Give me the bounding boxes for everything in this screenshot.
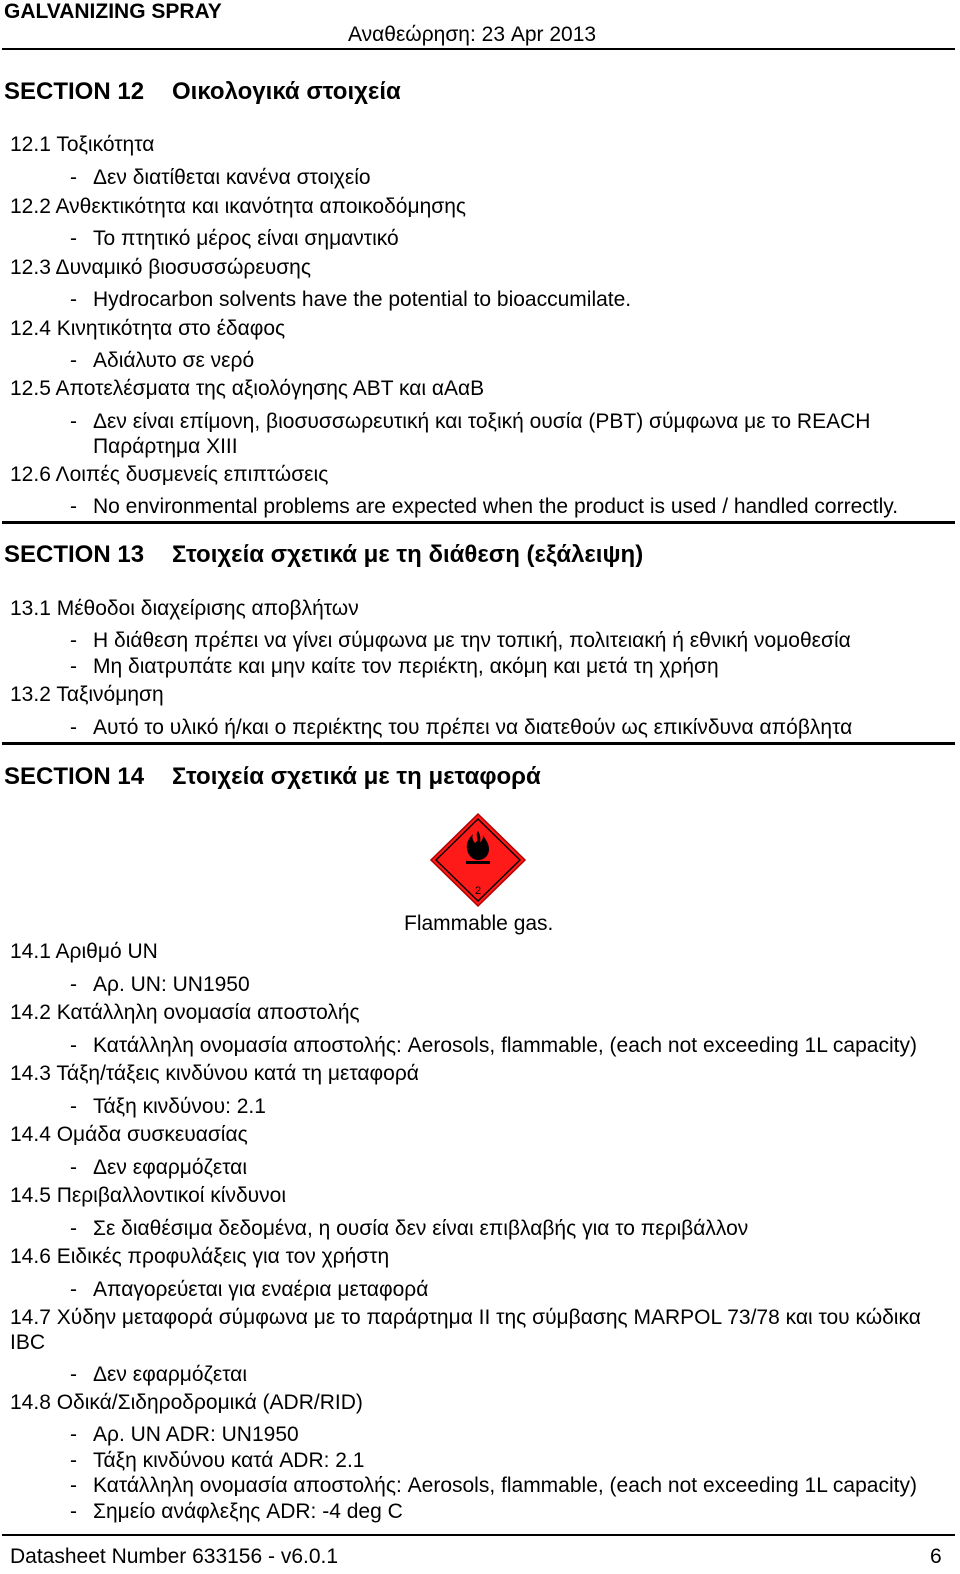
item-12-5: 12.5 Αποτελέσματα της αξιολόγησης ΑΒΤ και αΑαΒ [10,377,485,400]
bullet-14-8-1 [70,1422,299,1447]
bullet-14-7-1 [70,1362,247,1387]
item-14-1: 14.1 Αριθμό UN [10,940,158,963]
bullet-text: Αυτό το υλικό ή/και ο περιέκτης του πρέπει να διατεθούν ως επικίνδυνα απόβλητα [93,716,853,739]
bullet-dash: - [70,410,77,433]
item-12-3: 12.3 Δυναμικό βιοσυσσώρευσης [10,256,311,279]
bullet-text: Κατάλληλη ονομασία αποστολής: Aerosols, flammable, (each not exceeding 1L capacity) [93,1034,917,1057]
bullet-text: Μη διατρυπάτε και μην καίτε τον περιέκτη, ακόμη και μετά τη χρήση [93,655,719,678]
bullet-text: Δεν εφαρμόζεται [93,1363,247,1386]
bullet-14-2-1 [70,1033,917,1058]
flammable-gas-pictogram [428,812,528,908]
bullet-text: Αρ. UN ADR: UN1950 [93,1423,299,1446]
bullet-text: No environmental problems are expected when the product is used / handled correctly. [93,495,899,518]
page-header [0,0,960,50]
bullet-text: Η διάθεση πρέπει να γίνει σύμφωνα με την τοπική, πολιτειακή ή εθνική νομοθεσία [93,629,851,652]
bullet-12-1-1 [70,165,371,190]
section-14-number: SECTION 14 [4,763,145,790]
bullet-text: Δεν εφαρμόζεται [93,1156,247,1179]
item-14-6: 14.6 Ειδικές προφυλάξεις για τον χρήστη [10,1245,390,1268]
bullet-dash: - [70,166,77,189]
bullet-13-2-1 [70,715,852,740]
item-14-3: 14.3 Τάξη/τάξεις κινδύνου κατά τη μεταφορά [10,1062,419,1085]
item-14-2: 14.2 Κατάλληλη ονομασία αποστολής [10,1001,360,1024]
bullet-14-3-1 [70,1094,266,1119]
bullet-dash: - [70,1034,77,1057]
section-13-heading [4,540,643,570]
bullet-12-2-1 [70,226,399,251]
bullet-text: Δεν διατίθεται κανένα στοιχείο [93,166,371,189]
bullet-text: Σημείο ανάφλεξης ADR: -4 deg C [93,1500,403,1523]
section-13-number: SECTION 13 [4,541,145,568]
bullet-text: Αδιάλυτο σε νερό [93,349,255,372]
page-number: 6 [930,1545,942,1568]
bullet-14-8-4 [70,1499,403,1524]
section-14-heading [4,762,541,792]
item-12-1: 12.1 Τοξικότητα [10,133,155,156]
bullet-dash: - [70,1449,77,1472]
bullet-12-5-1 [70,409,893,459]
bullet-text: Σε διαθέσιμα δεδομένα, η ουσία δεν είναι επιβλαβής για το περιβάλλον [93,1217,749,1240]
bullet-dash: - [70,1095,77,1118]
footer-divider [2,1534,955,1536]
section-12-title: Οικολογικά στοιχεία [172,78,401,105]
bullet-dash: - [70,349,77,372]
bullet-dash: - [70,973,77,996]
bullet-13-1-1 [70,628,851,653]
bullet-dash: - [70,1363,77,1386]
item-14-4: 14.4 Ομάδα συσκευασίας [10,1123,248,1146]
bullet-14-5-1 [70,1216,748,1241]
bullet-text: Κατάλληλη ονομασία αποστολής: Aerosols, flammable, (each not exceeding 1L capacity) [93,1474,917,1497]
item-14-8: 14.8 Οδικά/Σιδηροδρομικά (ADR/RID) [10,1391,363,1414]
bullet-14-6-1 [70,1277,428,1302]
bullet-dash: - [70,1474,77,1497]
bullet-text: Το πτητικό μέρος είναι σημαντικό [93,227,399,250]
bullet-12-6-1 [70,494,898,519]
item-14-5: 14.5 Περιβαλλοντικοί κίνδυνοι [10,1184,286,1207]
product-name: GALVANIZING SPRAY [4,0,222,23]
bullet-12-3-1 [70,287,631,312]
bullet-dash: - [70,629,77,652]
bullet-dash: - [70,1217,77,1240]
section-divider [2,742,955,745]
bullet-dash: - [70,227,77,250]
bullet-text: Hydrocarbon solvents have the potential to bioaccumilate. [93,288,632,311]
pictogram-class-number: 2 [474,885,482,897]
bullet-14-8-2 [70,1448,364,1473]
bullet-dash: - [70,1278,77,1301]
item-14-7: 14.7 Χύδην μεταφορά σύμφωνα με το παράρτημα II της σύμβασης MARPOL 73/78 και του κώδικα IBC [10,1306,921,1354]
revision-date: Αναθεώρηση: 23 Apr 2013 [348,23,597,46]
bullet-text: Απαγορεύεται για εναέρια μεταφορά [93,1278,429,1301]
section-12-heading [4,77,401,107]
bullet-dash: - [70,1156,77,1179]
section-12-number: SECTION 12 [4,78,145,105]
item-13-1: 13.1 Μέθοδοι διαχείρισης αποβλήτων [10,597,359,620]
datasheet-number: Datasheet Number 633156 - v6.0.1 [10,1545,339,1568]
item-12-6: 12.6 Λοιπές δυσμενείς επιπτώσεις [10,463,329,486]
flammable-gas-diamond-icon [428,812,528,908]
section-divider [2,521,955,524]
section-13-title: Στοιχεία σχετικά με τη διάθεση (εξάλειψη) [172,541,644,568]
bullet-dash: - [70,1423,77,1446]
bullet-14-4-1 [70,1155,247,1180]
bullet-dash: - [70,716,77,739]
bullet-text: Τάξη κινδύνου κατά ADR: 2.1 [93,1449,365,1472]
item-12-4: 12.4 Κινητικότητα στο έδαφος [10,317,286,340]
bullet-14-8-3 [70,1473,917,1498]
bullet-12-4-1 [70,348,254,373]
item-13-2: 13.2 Ταξινόμηση [10,683,164,706]
bullet-dash: - [70,288,77,311]
bullet-dash: - [70,1500,77,1523]
header-divider [2,48,955,50]
bullet-text: Τάξη κινδύνου: 2.1 [93,1095,266,1118]
bullet-dash: - [70,655,77,678]
bullet-text: Αρ. UN: UN1950 [93,973,250,996]
pictogram-label: Flammable gas. [404,912,554,935]
section-14-title: Στοιχεία σχετικά με τη μεταφορά [172,763,541,790]
bullet-text: Δεν είναι επίμονη, βιοσυσσωρευτική και τοξική ουσία (PBT) σύμφωνα με το REACH Παράρτημα XIII [93,410,871,458]
bullet-14-1-1 [70,972,250,997]
bullet-13-1-2 [70,654,719,679]
item-12-2: 12.2 Ανθεκτικότητα και ικανότητα αποικοδόμησης [10,195,467,218]
bullet-dash: - [70,495,77,518]
